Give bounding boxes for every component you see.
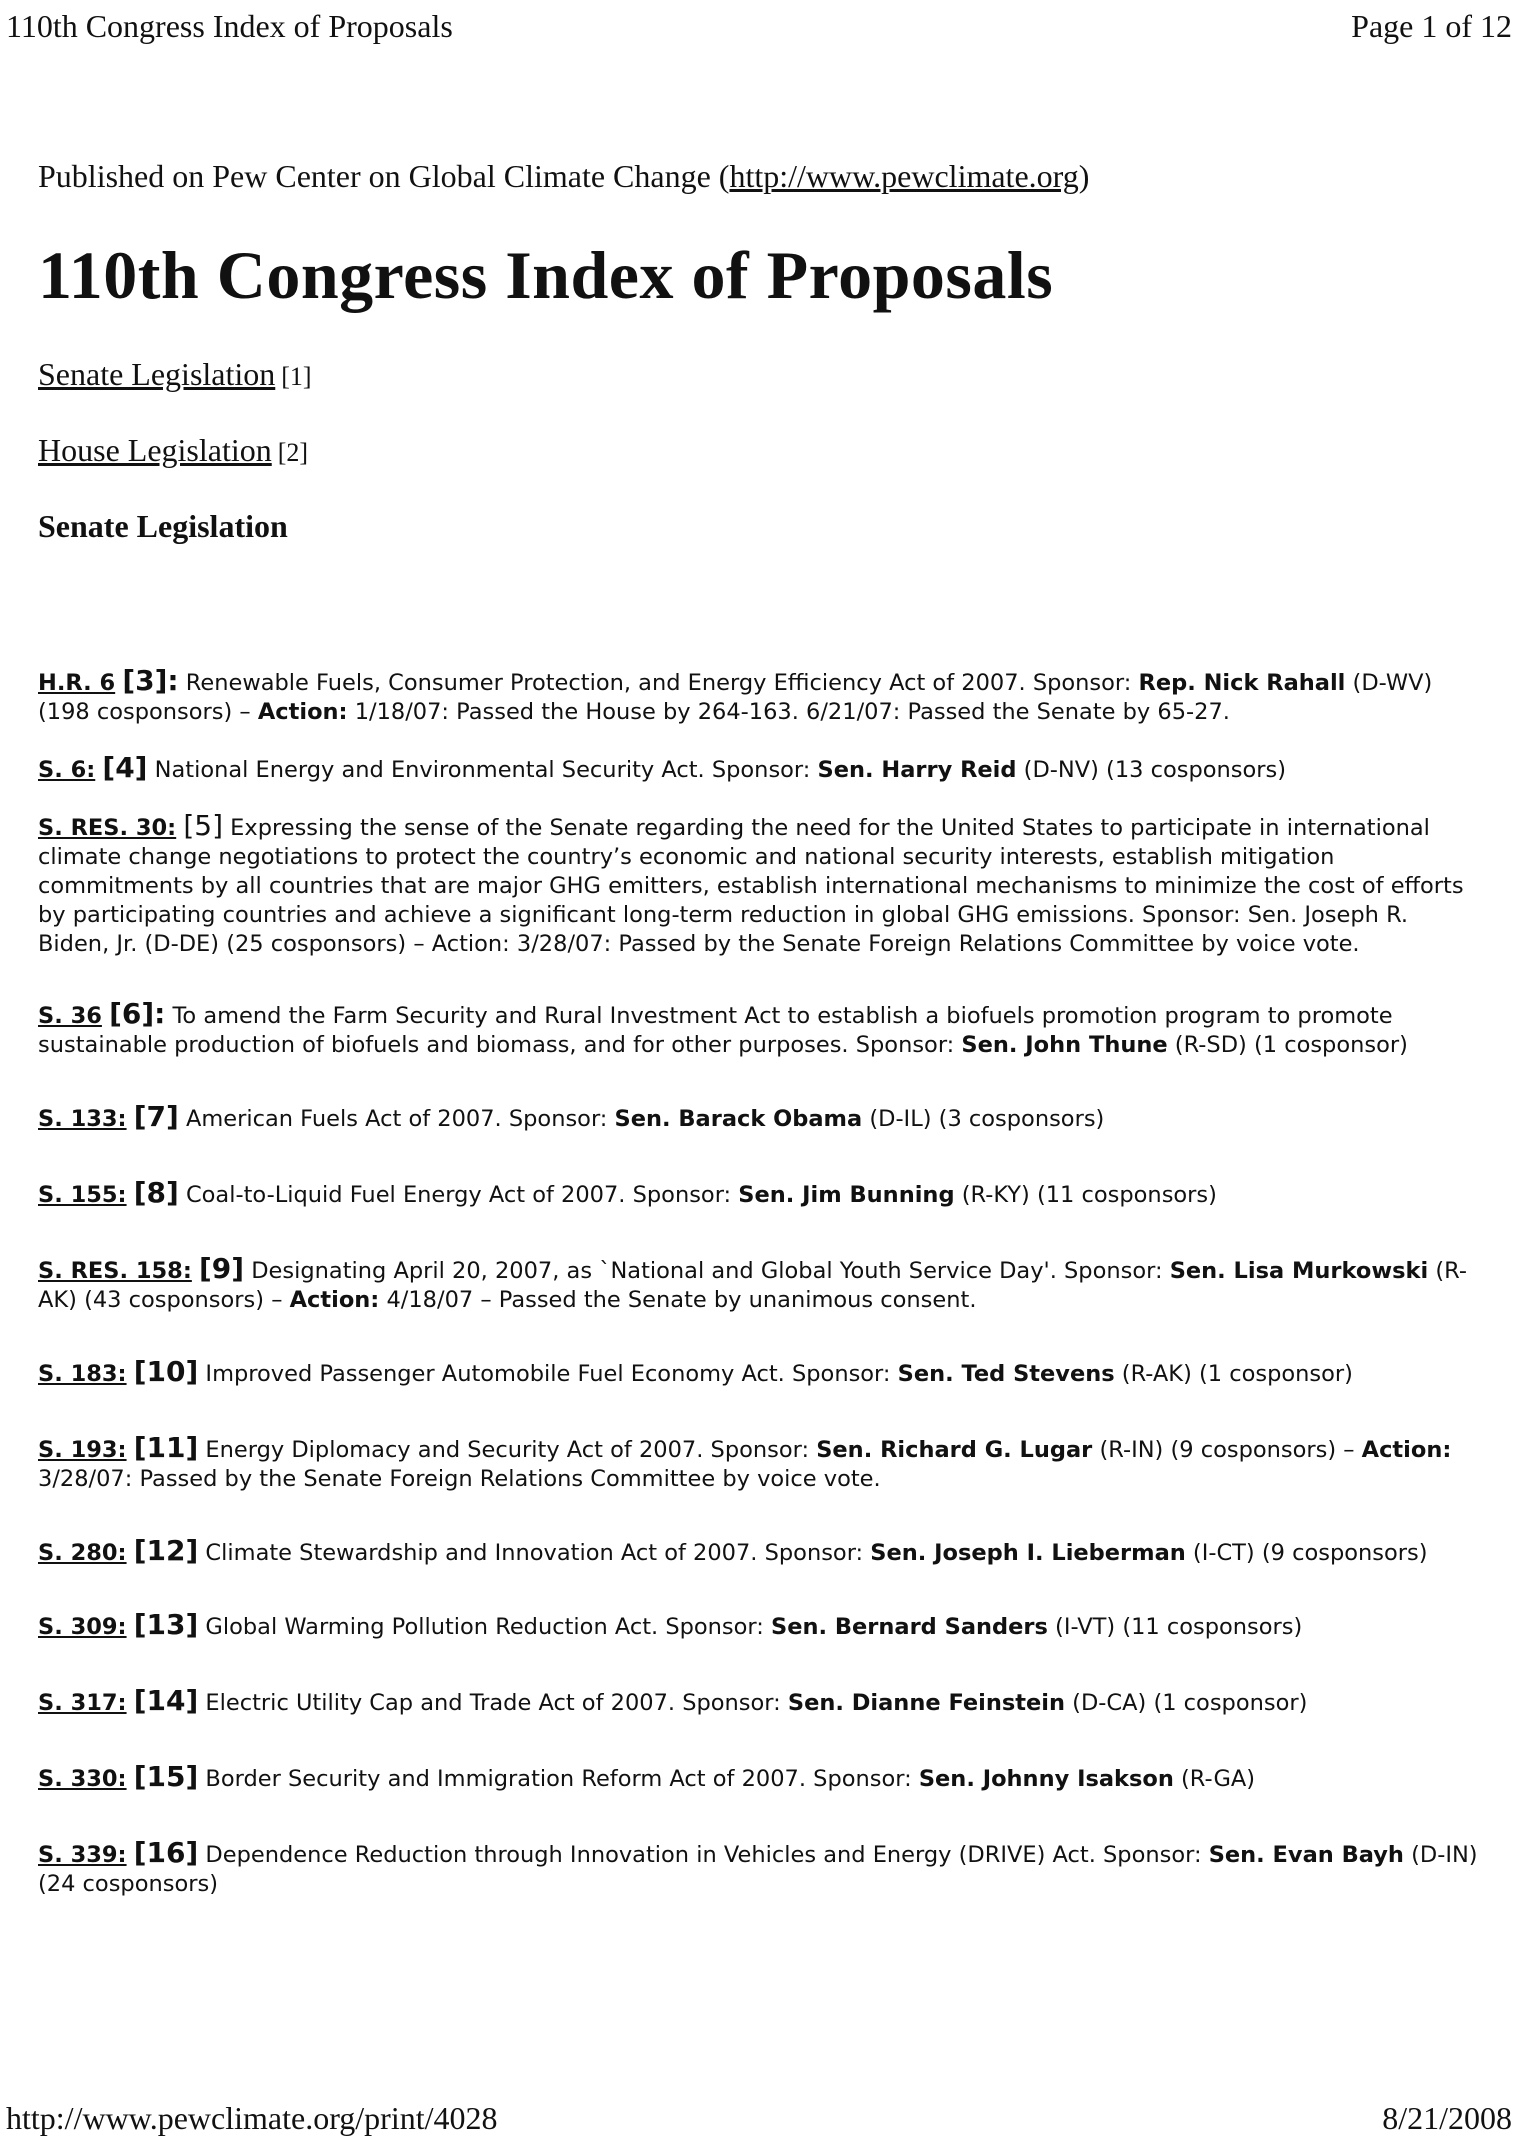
bill-link[interactable]: S. 155: [38, 1182, 127, 1208]
page-number: Page 1 of 12 [1351, 8, 1512, 44]
entry-action-label: Action: [257, 699, 348, 725]
entry-text: (R-AK) (1 cosponsor) [1114, 1361, 1353, 1387]
published-line [38, 158, 1089, 195]
senate-ref: [1] [281, 362, 312, 391]
entry-sponsor: Sen. Johnny Isakson [918, 1766, 1174, 1792]
pewclimate-link[interactable]: http://www.pewclimate.org [729, 158, 1079, 194]
entry-text: (I-VT) (11 cosponsors) [1047, 1614, 1303, 1640]
entry-text: Climate Stewardship and Innovation Act of 2007. Sponsor: [198, 1540, 871, 1566]
bill-link[interactable]: S. 183: [38, 1361, 127, 1387]
entry-sponsor: Sen. Lisa Murkowski [1169, 1258, 1429, 1284]
footer-date: 8/21/2008 [1382, 2100, 1512, 2136]
bill-link[interactable]: S. 133: [38, 1106, 127, 1132]
entry-sres158 [38, 1254, 1478, 1315]
entry-s280 [38, 1536, 1478, 1568]
entry-text: Global Warming Pollution Reduction Act. Sponsor: [198, 1614, 772, 1640]
entry-ref: [8] [133, 1176, 179, 1209]
entry-text: (R-KY) (11 cosponsors) [954, 1182, 1217, 1208]
senate-legislation-link[interactable]: Senate Legislation [38, 356, 276, 392]
entry-ref: [11] [133, 1431, 199, 1464]
entry-text: National Energy and Environmental Security Act. Sponsor: [147, 757, 818, 783]
entry-s133 [38, 1102, 1478, 1134]
entry-text: (D-NV) (13 cosponsors) [1016, 757, 1287, 783]
entry-text: Designating April 20, 2007, as `National and Global Youth Service Day'. Sponsor: [244, 1258, 1170, 1284]
entry-text: Border Security and Immigration Reform Act of 2007. Sponsor: [198, 1766, 919, 1792]
entry-sponsor: Sen. Dianne Feinstein [787, 1690, 1066, 1716]
entry-ref: [7] [133, 1100, 179, 1133]
entry-s193 [38, 1433, 1478, 1494]
entry-s317 [38, 1686, 1478, 1718]
published-prefix: Published on Pew Center on Global Climate Change ( [38, 158, 730, 194]
entry-sres30 [38, 811, 1478, 959]
entry-text: (R-AK) (43 cosponsors) – [38, 1258, 1467, 1313]
bill-link[interactable]: S. 6: [38, 757, 96, 783]
bill-link[interactable]: S. RES. 158: [38, 1258, 192, 1284]
entry-text: 1/18/07: Passed the House by 264-163. 6/21/07: Passed the Senate by 65-27. [347, 699, 1230, 725]
entry-sponsor: Rep. Nick Rahall [1138, 670, 1346, 696]
bill-link[interactable]: S. 339: [38, 1842, 127, 1868]
entry-text: American Fuels Act of 2007. Sponsor: [178, 1106, 615, 1132]
entry-s36 [38, 999, 1478, 1060]
bill-link[interactable]: H.R. 6 [38, 670, 116, 696]
footer-url: http://www.pewclimate.org/print/4028 [6, 2100, 498, 2136]
entry-sponsor: Sen. Barack Obama [614, 1106, 863, 1132]
entry-text: (R-SD) (1 cosponsor) [1167, 1032, 1408, 1058]
entry-text: Improved Passenger Automobile Fuel Economy Act. Sponsor: [198, 1361, 898, 1387]
bill-link[interactable]: S. RES. 30: [38, 815, 177, 841]
entry-text: 4/18/07 – Passed the Senate by unanimous consent. [379, 1287, 977, 1313]
entry-ref: [10] [133, 1355, 199, 1388]
entry-sponsor: Sen. Bernard Sanders [771, 1614, 1048, 1640]
entry-sponsor: Sen. Joseph I. Lieberman [870, 1540, 1186, 1566]
entry-s309 [38, 1610, 1478, 1642]
entry-sponsor: Sen. Harry Reid [817, 757, 1017, 783]
header-title: 110th Congress Index of Proposals [6, 8, 453, 44]
entry-sponsor: Sen. Richard G. Lugar [816, 1437, 1093, 1463]
entry-action-label: Action: [1361, 1437, 1452, 1463]
entry-ref: [14] [133, 1684, 199, 1717]
bill-link[interactable]: S. 36 [38, 1003, 102, 1029]
published-suffix: ) [1078, 158, 1090, 194]
entry-ref: [15] [133, 1760, 199, 1793]
bill-link[interactable]: S. 309: [38, 1614, 127, 1640]
entry-text: Renewable Fuels, Consumer Protection, and Energy Efficiency Act of 2007. Sponsor: [178, 670, 1139, 696]
entry-s155 [38, 1178, 1478, 1210]
entry-text: (R-IN) (9 cosponsors) – [1092, 1437, 1362, 1463]
bill-link[interactable]: S. 317: [38, 1690, 127, 1716]
entry-action-label: Action: [289, 1287, 380, 1313]
entry-ref: [16] [133, 1836, 199, 1869]
entry-sponsor: Sen. Ted Stevens [897, 1361, 1115, 1387]
section-heading: Senate Legislation [38, 508, 288, 544]
entry-text: To amend the Farm Security and Rural Investment Act to establish a biofuels promotion program to promote sustainable production of biofuels and biomass, and for other purposes. Sponsor: [38, 1003, 1393, 1058]
entry-ref: [9] [199, 1252, 245, 1285]
page-title: 110th Congress Index of Proposals [38, 237, 1054, 313]
entries-list [38, 666, 1478, 1899]
bill-link[interactable]: S. 280: [38, 1540, 127, 1566]
entry-ref: [13] [133, 1608, 199, 1641]
nav-house [38, 432, 308, 469]
entry-s339 [38, 1838, 1478, 1899]
entry-s6 [38, 753, 1478, 785]
entry-text: Electric Utility Cap and Trade Act of 2007. Sponsor: [198, 1690, 788, 1716]
entry-text: (D-WV) (198 cosponsors) – [38, 670, 1433, 725]
entry-text: Expressing the sense of the Senate regarding the need for the United States to participate in international climate change negotiations to protect the country’s economic and national security interests, establish mitigation commitments by all countries that are major GHG emitters, establish international mechanisms to minimize the cost of efforts by participating countries and achieve a significant long-term reduction in global GHG emissions. Sponsor: Sen. Joseph R. Biden, Jr. (D-DE) (25 cosponsors) – Action: 3/28/07: Passed by the Senate Foreign Relations Committee by voice vote. [38, 815, 1464, 957]
entry-s183 [38, 1357, 1478, 1389]
entry-text: 3/28/07: Passed by the Senate Foreign Relations Committee by voice vote. [38, 1466, 881, 1492]
house-ref: [2] [277, 438, 309, 467]
bill-link[interactable]: S. 330: [38, 1766, 127, 1792]
entry-sponsor: Sen. John Thune [961, 1032, 1168, 1058]
entry-ref: [6]: [109, 997, 166, 1030]
entry-sponsor: Sen. Evan Bayh [1208, 1842, 1404, 1868]
nav-senate [38, 356, 312, 393]
entry-ref: [5] [183, 809, 224, 842]
entry-text: Energy Diplomacy and Security Act of 2007. Sponsor: [198, 1437, 817, 1463]
bill-link[interactable]: S. 193: [38, 1437, 127, 1463]
entry-text: (D-IL) (3 cosponsors) [862, 1106, 1105, 1132]
entry-text: (R-GA) [1173, 1766, 1256, 1792]
entry-ref: [4] [102, 751, 148, 784]
house-legislation-link[interactable]: House Legislation [38, 432, 272, 468]
entry-s330 [38, 1762, 1478, 1794]
entry-sponsor: Sen. Jim Bunning [738, 1182, 955, 1208]
entry-text: Coal-to-Liquid Fuel Energy Act of 2007. Sponsor: [178, 1182, 739, 1208]
entry-ref: [3]: [122, 664, 179, 697]
entry-ref: [12] [133, 1534, 199, 1567]
entry-text: (D-IN) (24 cosponsors) [38, 1842, 1478, 1897]
entry-text: (D-CA) (1 cosponsor) [1065, 1690, 1308, 1716]
entry-hr6 [38, 666, 1478, 727]
entry-text: Dependence Reduction through Innovation in Vehicles and Energy (DRIVE) Act. Sponsor: [198, 1842, 1209, 1868]
entry-text: (I-CT) (9 cosponsors) [1185, 1540, 1428, 1566]
